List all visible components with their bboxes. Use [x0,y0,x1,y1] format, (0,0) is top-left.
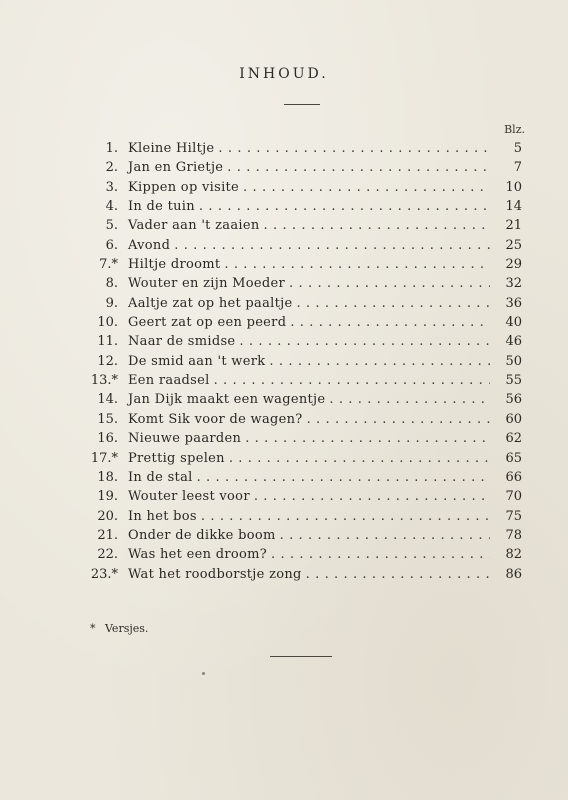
bottom-divider [270,656,332,657]
dot-leader [243,178,490,197]
toc-entry-title: Jan en Grietje [128,160,224,176]
toc-entry [70,332,522,351]
toc-entry-title: Hiltje droomt [128,257,221,273]
toc-entry-number: 10. [97,315,118,331]
dot-leader [227,158,490,177]
footnote [90,622,148,635]
footnote-text: Versjes. [105,622,149,635]
toc-entry-number: 7.* [99,257,118,273]
dot-leader [214,371,490,390]
toc-entry [70,507,522,526]
dot-leader [296,294,490,313]
toc-entry-page: 62 [505,431,522,447]
page-title: INHOUD. [239,66,329,82]
toc-entry-page: 82 [505,547,522,563]
dot-leader [254,487,490,506]
toc-entry [70,390,522,409]
page-column-label: Blz. [504,123,525,136]
toc-entry-number: 21. [97,527,118,543]
toc-entry-title: Aaltje zat op het paaltje [128,295,293,311]
toc-entry-number: 14. [97,392,118,408]
toc-entry-title: In het bos [128,508,197,524]
toc-entry-title: Wouter en zijn Moeder [128,276,286,292]
dot-leader [280,526,490,545]
toc-entry-number: 8. [105,276,118,292]
toc-entry [70,526,522,545]
toc-entry-number: 11. [97,334,118,350]
toc-entry-title: Kleine Hiltje [128,141,215,156]
dot-leader [307,410,490,429]
toc-entry-page: 55 [505,373,522,389]
toc-entry-page: 29 [505,257,522,273]
toc-entry-number: 13.* [90,373,118,389]
dot-leader [239,332,490,351]
toc-entry-page: 25 [505,237,522,253]
toc-entry-page: 65 [505,450,522,466]
dot-leader [245,429,490,448]
toc-entry-page: 75 [505,508,522,524]
dot-leader [269,352,490,371]
toc-entry-number: 1. [105,141,118,156]
toc-entry-page: 56 [505,392,522,408]
toc-entry [70,216,522,235]
toc-entry-number: 16. [97,431,118,447]
toc-entry-title: Wat het roodborstje zong [128,566,302,582]
toc-entry-title: De smid aan 't werk [128,353,266,369]
toc-entry [70,487,522,506]
toc-entry-number: 22. [97,547,118,563]
toc-entry [70,197,522,216]
toc-entry-title: Wouter leest voor [128,489,250,505]
dot-leader [197,468,490,487]
dot-leader [199,197,490,216]
toc-entry [70,255,522,274]
dot-leader [290,313,490,332]
toc-entry-title: Vader aan 't zaaien [128,218,260,234]
toc-entry-title: Onder de dikke boom [128,527,276,543]
toc-entry [70,313,522,332]
toc-entry [70,236,522,255]
toc-entry-title: Prettig spelen [128,450,225,466]
toc-entry-number: 12. [97,353,118,369]
toc-entry-title: Komt Sik voor de wagen? [128,411,303,427]
dot-leader [329,390,490,409]
toc-entry-page: 50 [505,353,522,369]
toc-entry [70,158,522,177]
toc-entry-number: 18. [97,469,118,485]
toc-entry-page: 70 [505,489,522,505]
dot-leader [201,507,490,526]
toc-entry-number: 2. [105,160,118,176]
toc-entry-title: In de tuin [128,199,195,215]
toc-entry-page: 36 [505,295,522,311]
toc-entry-page: 86 [505,566,522,582]
dot-leader [174,236,490,255]
toc-entry-title: In de stal [128,469,193,485]
toc-entry-number: 17.* [90,450,118,466]
dot-leader [289,274,490,293]
toc-entry-number: 20. [97,508,118,524]
toc-entry-title: Een raadsel [128,373,210,389]
toc-entry [70,139,522,158]
table-of-contents [70,139,522,584]
toc-entry [70,274,522,293]
toc-entry-page: 32 [505,276,522,292]
toc-entry-page: 5 [513,141,522,156]
toc-entry-page: 66 [505,469,522,485]
toc-entry-page: 60 [505,411,522,427]
toc-entry-title: Avond [128,237,171,253]
toc-entry-title: Was het een droom? [128,547,267,563]
toc-entry-title: Geert zat op een peerd [128,315,287,331]
footnote-marker: * [90,622,96,635]
toc-entry [70,352,522,371]
toc-entry [70,294,522,313]
toc-entry [70,565,522,584]
toc-entry [70,410,522,429]
dot-leader [218,139,490,158]
dot-leader [264,216,490,235]
toc-entry-page: 10 [505,179,522,195]
dot-leader [271,545,490,564]
toc-entry-page: 7 [513,160,522,176]
toc-entry-title: Nieuwe paarden [128,431,242,447]
toc-entry-page: 46 [505,334,522,350]
paper-speck [202,672,205,675]
toc-entry-title: Naar de smidse [128,334,236,350]
toc-entry-page: 14 [505,199,522,215]
toc-entry-page: 78 [505,527,522,543]
toc-entry [70,545,522,564]
title-divider [284,104,320,105]
toc-entry-title: Jan Dijk maakt een wagentje [128,392,326,408]
toc-entry [70,429,522,448]
toc-entry [70,178,522,197]
toc-entry-number: 15. [97,411,118,427]
toc-entry-number: 3. [105,179,118,195]
toc-entry-number: 6. [105,237,118,253]
dot-leader [229,449,490,468]
toc-entry [70,371,522,390]
toc-entry-page: 40 [505,315,522,331]
toc-entry [70,449,522,468]
toc-entry-number: 5. [105,218,118,234]
toc-entry-title: Kippen op visite [128,179,240,195]
toc-entry-number: 19. [97,489,118,505]
toc-entry-number: 4. [105,199,118,215]
dot-leader [306,565,490,584]
toc-entry-page: 21 [505,218,522,234]
toc-entry-number: 23.* [90,566,118,582]
dot-leader [224,255,490,274]
toc-entry-number: 9. [105,295,118,311]
toc-entry [70,468,522,487]
